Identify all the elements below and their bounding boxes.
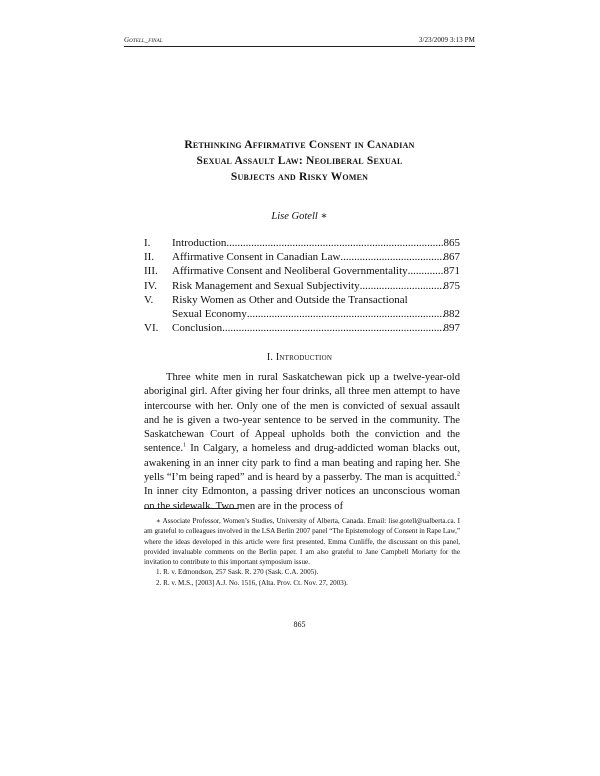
- table-of-contents: [144, 236, 460, 335]
- toc-entry: [144, 279, 460, 293]
- author-footnote: ∗ Associate Professor, Women’s Studies, University of Alberta, Canada. Email: lise.gotell@ualberta.ca. I am grateful to colleagues involved in the LSA Berlin 2007 panel “The Epistemology of Consent in Rape Law,” where the ideas developed in this article were first presented. Emma Cunliffe, the discussant on this panel, provided invaluable comments on the Berlin paper. I am also grateful to Jane Campbell Moriarty for the invitation to contribute to this important symposium issue.: [144, 517, 460, 567]
- toc-leader: [247, 307, 444, 321]
- toc-entry: [144, 236, 460, 250]
- footnotes: [144, 516, 460, 588]
- body-paragraph: [144, 371, 460, 514]
- toc-title: Affirmative Consent and Neoliberal Governmentality: [172, 265, 408, 278]
- toc-page: 871: [443, 265, 460, 278]
- toc-entry: [144, 250, 460, 264]
- footnote-ref-1: 1: [183, 442, 187, 449]
- article-title: [124, 137, 475, 185]
- page-number: 865: [293, 620, 306, 629]
- toc-page: 867: [443, 251, 460, 264]
- toc-page: 897: [443, 322, 460, 335]
- toc-page: 865: [443, 237, 460, 249]
- toc-number: V.: [144, 293, 154, 306]
- toc-title: Risk Management and Sexual Subjectivity: [172, 279, 360, 292]
- toc-title: Risky Women as Other and Outside the Transactional: [172, 293, 408, 306]
- body-sentence: In Calgary, a homeless and drug-addicted woman blacks out, awakening in an inner city park to find a man beating and raping her. She yells “I’m being raped” and is heard by a passerby. The man is acquitted.: [144, 443, 460, 484]
- toc-leader: [360, 279, 444, 293]
- toc-page: 875: [443, 279, 460, 292]
- footnote-ref-2: 2: [457, 471, 460, 478]
- header-rule: [124, 46, 475, 47]
- toc-page: 882: [443, 307, 460, 320]
- section-heading: I. Introduction: [266, 352, 333, 363]
- toc-number: III.: [144, 265, 158, 278]
- toc-leader: [408, 264, 444, 278]
- body-sentence: In inner city Edmonton, a passing driver notices an unconscious woman on the sidewalk. Two men are in the process of: [144, 486, 460, 512]
- toc-entry: [144, 293, 460, 307]
- author-name: Lise Gotell ∗: [271, 211, 328, 222]
- running-header-timestamp: 3/23/2009 3:13 PM: [418, 36, 475, 44]
- toc-leader: [340, 250, 443, 264]
- toc-title: Sexual Economy: [172, 307, 247, 320]
- running-header-file: Gotell_final: [124, 36, 163, 44]
- toc-leader: [222, 321, 443, 335]
- title-line-3: Subjects and Risky Women: [230, 171, 369, 183]
- footnote-rule: [144, 508, 238, 509]
- toc-entry: [144, 264, 460, 278]
- toc-entry: [144, 321, 460, 335]
- footnote-item: 1. R. v. Edmondson, 257 Sask. R. 270 (Sask. C.A. 2005).: [156, 568, 319, 577]
- title-line-2: Sexual Assault Law: Neoliberal Sexual: [196, 155, 403, 167]
- toc-number: II.: [144, 251, 155, 264]
- toc-entry: [144, 307, 460, 321]
- toc-title: Affirmative Consent in Canadian Law: [172, 251, 341, 264]
- footnote-item: 2. R. v. M.S., [2003] A.J. No. 1516, (Alta. Prov. Ct. Nov. 27, 2003).: [156, 578, 348, 587]
- toc-leader: [226, 236, 443, 250]
- title-line-1: Rethinking Affirmative Consent in Canadian: [184, 139, 415, 151]
- body-sentence: Three white men in rural Saskatchewan pick up a twelve-year-old aboriginal girl. After giving her four drinks, all three men attempt to have intercourse with her. Only one of the men is convicted of sexual assault and he is given a two-year sentence to be served in the community. The Saskatchewan Court of Appeal upholds both the conviction and the sentence.: [144, 372, 460, 455]
- toc-number: I.: [144, 237, 151, 249]
- toc-title: Introduction: [172, 237, 227, 249]
- toc-number: IV.: [144, 279, 157, 292]
- toc-number: VI.: [144, 322, 159, 335]
- toc-title: Conclusion: [172, 322, 223, 335]
